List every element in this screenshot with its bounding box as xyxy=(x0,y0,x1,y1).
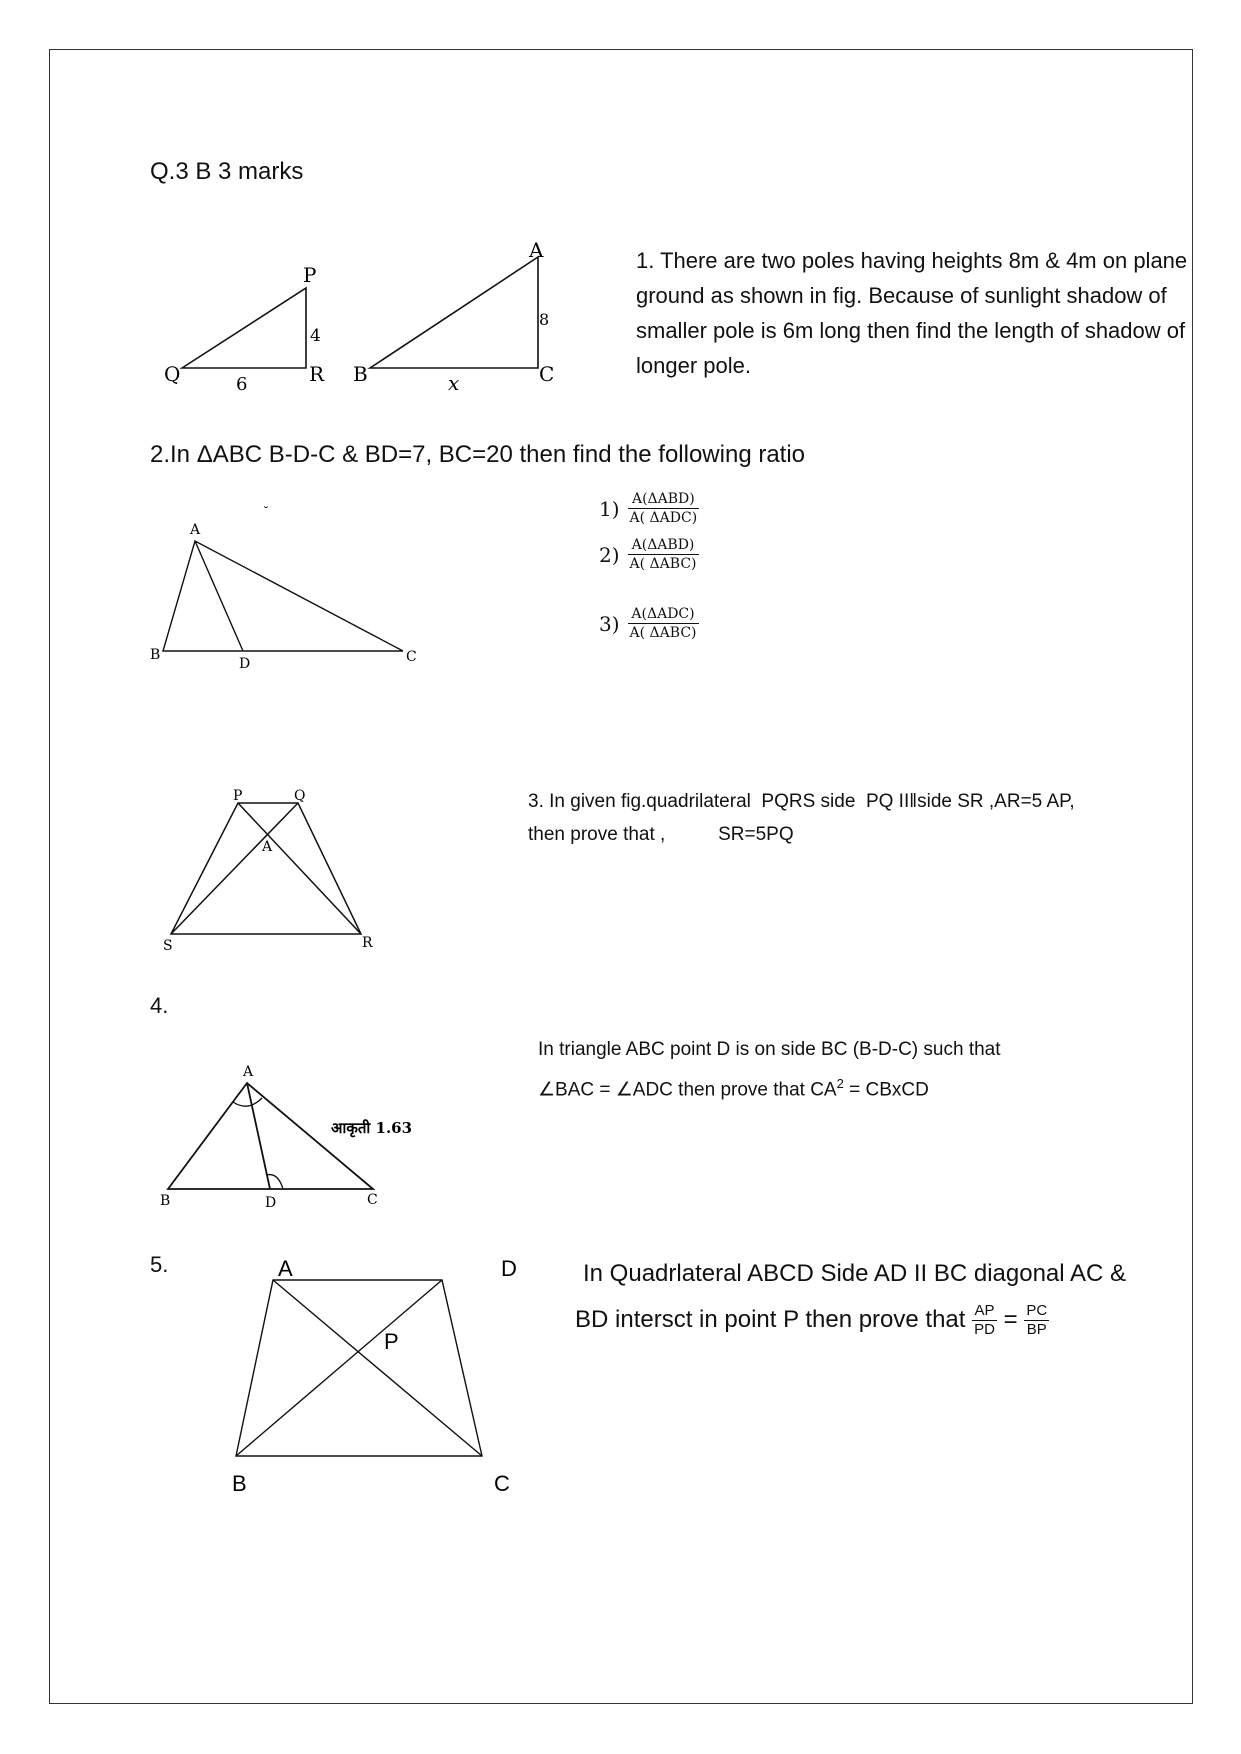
figure-1-large-triangle xyxy=(370,257,538,368)
fraction-2-denominator: BP xyxy=(1026,1321,1047,1338)
ratio-1-label: 1) xyxy=(599,496,620,521)
fig1-label-P: P xyxy=(303,263,317,287)
fig2-label-A: A xyxy=(190,522,201,538)
fig1-label-B: B xyxy=(353,362,368,386)
question-5-equals: = xyxy=(1003,1305,1018,1333)
fig4-label-B: B xyxy=(160,1193,171,1209)
fraction-2-numerator: PC xyxy=(1026,1302,1048,1319)
fig1-label-C: C xyxy=(539,362,555,386)
figure-2-triangle xyxy=(163,541,403,651)
fig4-label-D: D xyxy=(265,1195,277,1211)
figure-3-quadrilateral xyxy=(171,803,361,934)
question-4-number: 4. xyxy=(150,993,169,1018)
question-5-line-1: In Quadrlateral ABCD Side AD II BC diagonal AC & xyxy=(583,1260,1126,1287)
fig3-label-S: S xyxy=(163,938,173,954)
fig5-label-D: D xyxy=(501,1256,517,1281)
fig1-base-x: x xyxy=(448,371,460,395)
ratio-1-numerator: A(ΔABD) xyxy=(628,490,700,509)
question-4-line-2-pre: ∠BAC = ∠ADC then prove that CA xyxy=(538,1079,837,1101)
fig2-label-C: C xyxy=(406,649,417,665)
fig1-height-4: 4 xyxy=(310,326,321,346)
fig5-label-C: C xyxy=(494,1471,510,1496)
fig1-height-8: 8 xyxy=(539,310,550,329)
fig3-label-P: P xyxy=(233,788,243,804)
ratio-3-label: 3) xyxy=(599,611,620,636)
question-4-exponent: 2 xyxy=(836,1076,844,1091)
fig1-label-R: R xyxy=(309,362,325,386)
fig3-label-R: R xyxy=(362,935,373,951)
question-4-line-1: In triangle ABC point D is on side BC (B-D-C) such that xyxy=(538,1039,1001,1060)
ratio-2-numerator: A(ΔABD) xyxy=(628,536,699,555)
page-heading: Q.3 B 3 marks xyxy=(150,158,304,185)
fig1-base-6: 6 xyxy=(236,374,248,395)
question-5-line-2-text: BD intersct in point P then prove that xyxy=(575,1305,966,1333)
ratio-1-denominator: A( ΔADC) xyxy=(629,510,698,526)
ratio-3-numerator: A(ΔADC) xyxy=(628,605,699,624)
fig5-label-P: P xyxy=(384,1329,399,1354)
fig1-label-A: A xyxy=(529,238,544,262)
fig4-label-A: A xyxy=(243,1064,254,1080)
fig3-label-A: A xyxy=(262,839,273,855)
question-4-line-2-post: = CBxCD xyxy=(843,1079,929,1101)
fig2-label-B: B xyxy=(150,647,161,663)
fig4-label-C: C xyxy=(367,1192,378,1208)
figure-1-small-triangle xyxy=(182,288,306,368)
ratio-2-label: 2) xyxy=(599,542,620,567)
fig5-label-B: B xyxy=(232,1471,247,1496)
figure-5-quadrilateral xyxy=(236,1280,482,1456)
question-1-text: 1. There are two poles having heights 8m & 4m on plane ground as shown in fig. Because of sunlight shadow of smaller pole is 6m long then find the length of shadow of longer pole. xyxy=(636,248,1188,378)
question-3-text: 3. In given fig.quadrilateral PQRS side PQ II‖side SR ,AR=5 AP, then prove that , SR=5PQ xyxy=(528,791,1075,845)
fraction-1-numerator: AP xyxy=(972,1302,997,1321)
fig2-stray-mark: ˘ xyxy=(263,505,269,519)
fraction-1-denominator: PD xyxy=(974,1321,995,1338)
fig3-label-Q: Q xyxy=(294,788,306,804)
ratio-3-denominator: A( ΔABC) xyxy=(629,625,697,641)
fig4-caption: आकृती 1.63 xyxy=(331,1119,413,1137)
fig2-label-D: D xyxy=(239,656,251,672)
question-2-text: 2.In ΔABC B-D-C & BD=7, BC=20 then find the following ratio xyxy=(150,441,806,468)
fig1-label-Q: Q xyxy=(164,362,181,386)
fig5-label-A: A xyxy=(278,1256,293,1281)
ratio-2-denominator: A( ΔABC) xyxy=(629,556,697,572)
question-5-number: 5. xyxy=(150,1252,169,1277)
